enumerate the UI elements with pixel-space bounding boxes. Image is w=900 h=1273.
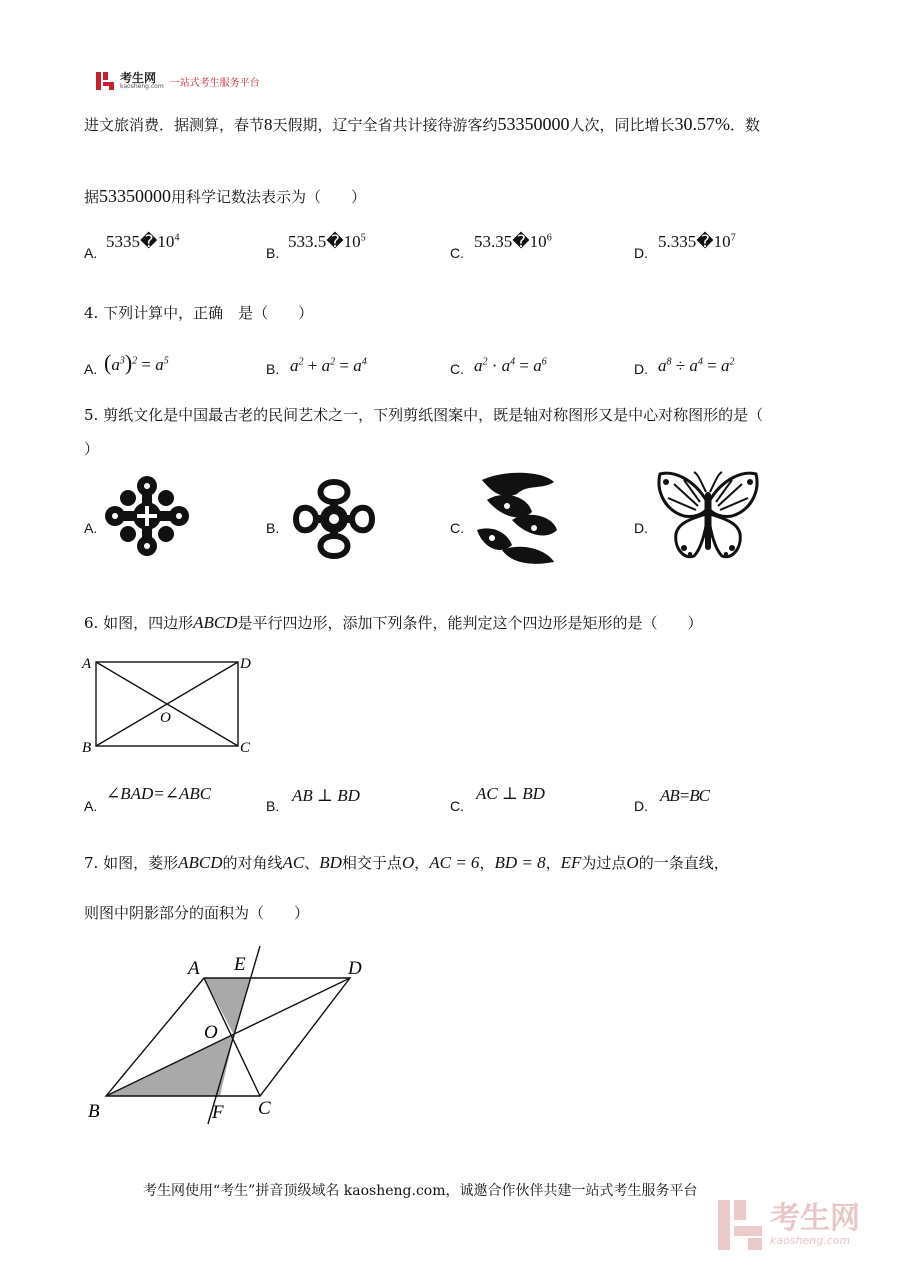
q7-math: BD <box>319 853 342 872</box>
option-exp: 5 <box>360 232 366 244</box>
q7-math: ABCD <box>178 853 223 872</box>
option-base: 533.5�10 <box>288 232 361 251</box>
option-label: D. <box>634 520 648 536</box>
q7-text: 7. 如图，菱形 <box>84 854 179 872</box>
papercut-d-butterfly-image <box>654 470 762 564</box>
header-logo <box>96 72 260 90</box>
q6-options <box>84 784 804 814</box>
q7-figure <box>84 944 384 1128</box>
q7-text: 为过点 <box>581 854 627 872</box>
q7-label-c: C <box>258 1098 271 1119</box>
q3-number: 53350000 <box>99 186 172 206</box>
q7-text: 、 <box>304 854 320 872</box>
q4-formula-c: $a^2 \cdot a^4 = a^6$ <box>474 356 547 375</box>
option-label: C. <box>450 361 464 377</box>
q3-line1 <box>84 114 760 135</box>
q3-options <box>84 232 804 262</box>
q7-line2: 则图中阴影部分的面积为（ ） <box>84 904 310 922</box>
watermark <box>718 1200 860 1250</box>
option-label: A. <box>84 245 98 261</box>
q7-math: EF <box>560 853 582 872</box>
logo-sub: kaosheng.com <box>120 83 164 90</box>
option-exp: 7 <box>730 232 736 244</box>
q6-label-a: A <box>82 656 92 672</box>
watermark-logo-icon <box>718 1200 762 1250</box>
option-base: 5335�10 <box>106 232 175 251</box>
q3-num: 8 <box>264 115 273 134</box>
option-label: B. <box>266 798 280 814</box>
q7-math: AC = 6 <box>429 853 480 872</box>
q3-line2 <box>84 186 366 207</box>
q7-label-f: F <box>212 1102 224 1123</box>
papercut-b-image <box>286 476 382 562</box>
q3-text: 用科学记数法表示为（ ） <box>171 188 367 206</box>
q4-formula-a: $(a^3)^2 = a^5$ <box>104 350 169 375</box>
q7-math: AC <box>282 853 305 872</box>
option-label: D. <box>634 361 648 377</box>
q7-label-e: E <box>234 954 246 975</box>
q7-text: 的一条直线， <box>638 854 729 872</box>
q5-stem-cont: ） <box>84 440 100 458</box>
q6-figure <box>80 652 260 756</box>
option-label: A. <box>84 520 98 536</box>
q6-label-b: B <box>82 740 92 756</box>
q7-math: BD = 8 <box>494 853 546 872</box>
watermark-name: 考生网 <box>770 1200 860 1236</box>
q6-math: ABCD <box>193 613 238 632</box>
logo-tagline: 一站式考生服务平台 <box>169 77 260 89</box>
q4-formula-b: $a^2 + a^2 = a^4$ <box>290 356 367 375</box>
option-label: C. <box>450 520 464 536</box>
option-text: AC ⊥ BD <box>476 784 545 803</box>
q7-stem <box>84 852 729 873</box>
q3-percent: 30.57% <box>674 114 731 134</box>
option-exp: 6 <box>546 232 552 244</box>
q6-label-o: O <box>160 710 171 726</box>
q4-stem: 4. 下列计算中，正确 是（ ） <box>84 304 314 322</box>
q3-text: ．数 <box>730 116 761 134</box>
option-base: 5.335�10 <box>658 232 731 251</box>
q7-text: ， <box>545 854 561 872</box>
q4-options <box>84 348 804 380</box>
q6-stem <box>84 612 703 633</box>
papercut-a-image <box>102 474 192 558</box>
option-label: B. <box>266 361 280 377</box>
q3-text: 进文旅消费．据测算，春节 <box>84 116 265 134</box>
option-label: D. <box>634 245 648 261</box>
q7-text: ， <box>414 854 430 872</box>
option-label: C. <box>450 245 464 261</box>
q3-text: 天假期，辽宁全省共计接待游客约 <box>272 116 498 134</box>
q5-options <box>84 470 804 570</box>
option-base: 53.35�10 <box>474 232 547 251</box>
option-label: C. <box>450 798 464 814</box>
option-label: D. <box>634 798 648 814</box>
q6-text: 是平行四边形，添加下列条件，能判定这个四边形是矩形的是（ ） <box>237 614 703 632</box>
q5-stem: 5. 剪纸文化是中国最古老的民间艺术之一，下列剪纸图案中，既是轴对称图形又是中心对称图形的是（ <box>84 406 764 424</box>
q6-label-d: D <box>240 656 251 672</box>
watermark-sub: kaosheng.com <box>770 1233 851 1247</box>
option-label: B. <box>266 245 280 261</box>
q7-label-o: O <box>204 1022 218 1043</box>
q6-label-c: C <box>240 740 251 756</box>
q3-text: 据 <box>84 188 100 206</box>
q3-number: 53350000 <box>497 114 570 134</box>
q7-label-d: D <box>348 958 362 979</box>
q3-text: 人次，同比增长 <box>569 116 675 134</box>
option-label: A. <box>84 361 98 377</box>
option-label: A. <box>84 798 98 814</box>
option-label: B. <box>266 520 280 536</box>
logo-name: 考生网 <box>120 71 157 85</box>
q7-text: ， <box>479 854 495 872</box>
option-text: AB=BC <box>660 786 709 805</box>
page-footer: 考生网使用“考生”拼音顶级域名 kaosheng.com，诚邀合作伙伴共建一站式考生服务平台 <box>143 1183 698 1199</box>
q7-text: 的对角线 <box>222 854 283 872</box>
option-exp: 4 <box>174 232 180 244</box>
q7-math: O <box>626 853 639 872</box>
logo-icon <box>96 72 114 90</box>
option-text: AB ⊥ BD <box>292 786 360 805</box>
q7-label-b: B <box>88 1101 100 1122</box>
q7-label-a: A <box>188 958 200 979</box>
papercut-c-image <box>472 470 562 565</box>
option-text: ∠BAD=∠ABC <box>106 784 212 803</box>
q7-text: 相交于点 <box>341 854 402 872</box>
q7-math: O <box>401 853 415 872</box>
q6-text: 6. 如图，四边形 <box>84 614 194 632</box>
q4-formula-d: $a^8 \div a^4 = a^2$ <box>658 356 735 375</box>
